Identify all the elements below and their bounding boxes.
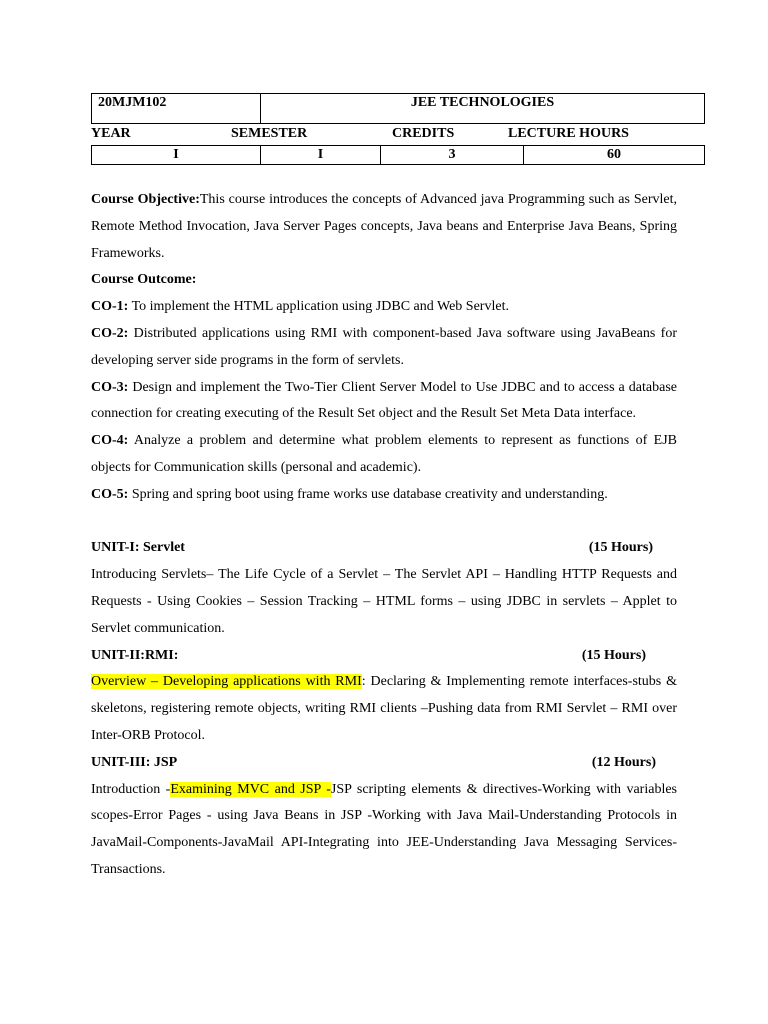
course-objective (91, 187, 677, 267)
unit-3-title: UNIT-III: JSP (91, 754, 178, 770)
unit-2-hours: (15 Hours) (581, 647, 646, 663)
unit-1-title: UNIT-I: Servlet (91, 540, 185, 556)
value-credits: 3 (381, 146, 524, 164)
objective-text: This course introduces the concepts of Advanced java Programming such as Servlet, Remote Method Invocation, Java Server Pages concepts, Java beans and Enterprise Java Beans, Spring Frameworks. (91, 192, 678, 261)
unit-1-heading (91, 535, 677, 562)
course-code: 20MJM102 (92, 94, 261, 123)
unit-2-title: UNIT-II:RMI: (91, 647, 179, 663)
label-credits: CREDITS (392, 126, 455, 141)
objective-label: Course Objective: (91, 192, 200, 207)
unit-3-body: Introduction -Examining MVC and JSP -JSP scripting elements & directives-Working with variables scopes-Error Pages - using Java Beans in JSP -Working with Java Mail-Understanding Protocols in JavaMail-Components-JavaMail API-Integrating into JEE-Understanding Java Messaging Services-Transactions. (91, 781, 677, 877)
course-outcome-5: CO-5: Spring and spring boot using frame works use database creativity and understanding. (91, 486, 608, 502)
unit-3-hours: (12 Hours) (591, 754, 656, 770)
header-row-labels (91, 126, 705, 144)
label-year: YEAR (91, 126, 131, 141)
value-year: I (92, 146, 261, 164)
course-outcome-1: CO-1: To implement the HTML application using JDBC and Web Servlet. (91, 299, 509, 315)
syllabus-content (91, 187, 677, 884)
label-semester: SEMESTER (231, 126, 308, 141)
course-title: JEE TECHNOLOGIES (410, 95, 555, 110)
outcome-heading: Course Outcome: (91, 272, 197, 288)
unit-2-highlight: Overview – Developing applications with RMI (91, 674, 362, 690)
unit-3-highlight: Examining MVC and JSP - (170, 781, 331, 797)
unit-1-body: Introducing Servlets– The Life Cycle of a Servlet – The Servlet API – Handling HTTP Requests and Requests - Using Cookies – Session Tracking – HTML forms – using JDBC in servlets – Applet to Servlet communication. (91, 567, 677, 636)
unit-2-body: Overview – Developing applications with RMI: Declaring & Implementing remote interfaces-stubs & skeletons, registering remote objects, writing RMI clients –Pushing data from RMI Servlet – RMI over Inter-ORB Protocol. (91, 674, 677, 743)
unit-1-hours: (15 Hours) (588, 540, 653, 556)
unit-3-heading (91, 750, 677, 777)
header-row-course (91, 93, 705, 124)
course-outcome-2: CO-2: Distributed applications using RMI with component-based Java software using JavaBeans for developing server side programs in the form of servlets. (91, 325, 677, 368)
section-gap (91, 509, 677, 536)
header-row-values (91, 145, 705, 165)
value-lecture-hours: 60 (607, 147, 621, 162)
value-semester: I (261, 146, 381, 164)
unit-2-heading (91, 643, 677, 670)
label-lecture-hours: LECTURE HOURS (508, 126, 629, 141)
course-outcome-3: CO-3: Design and implement the Two-Tier Client Server Model to Use JDBC and to access a database connection for creating executing of the Result Set object and the Result Set Meta Data interface. (91, 379, 677, 422)
course-outcome-4: CO-4: Analyze a problem and determine what problem elements to represent as functions of EJB objects for Communication skills (personal and academic). (91, 433, 677, 475)
